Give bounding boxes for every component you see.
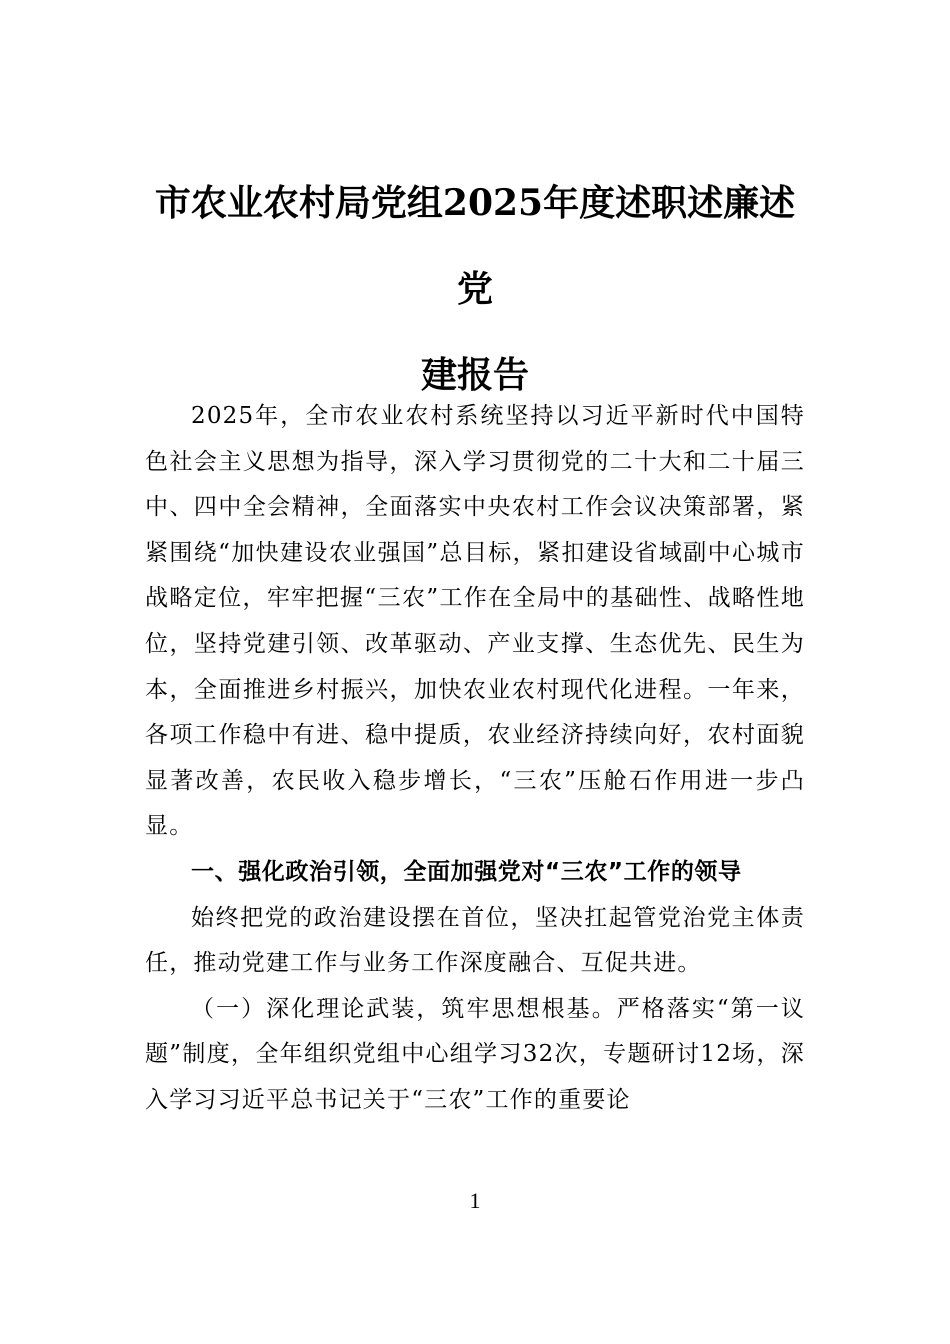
document-title: [140, 160, 810, 418]
page-number: 1: [469, 1188, 481, 1213]
title-line-2: 建报告: [420, 354, 529, 396]
intro-paragraph: 2025年，全市农业农村系统坚持以习近平新时代中国特色社会主义思想为指导，深入学习贯彻党的二十大和二十届三中、四中全会精神，全面落实中央农村工作会议决策部署，紧紧围绕“加快建设农业强国”总目标，紧扣建设省域副中心城市战略定位，牢牢把握“三农”工作在全局中的基础性、战略性地位，坚持党建引领、改革驱动、产业支撑、生态优先、民生为本，全面推进乡村振兴，加快农业农村现代化进程。一年来，各项工作稳中有进、稳中提质，农业经济持续向好，农村面貌显著改善，农民收入稳步增长，“三农”压舱石作用进一步凸显。: [145, 403, 805, 840]
document-body: [145, 394, 805, 1124]
subsection-1-title: （一）深化理论武装，筑牢思想根基。: [191, 995, 617, 1022]
subsection-1-text: 严格落实“第一议题”制度，全年组织党组中心组学习32次，专题研讨12场，深入学习习近平总书记关于“三农”工作的重要论: [145, 995, 805, 1113]
section-1-intro-paragraph: 始终把党的政治建设摆在首位，坚决扛起管党治党主体责任，推动党建工作与业务工作深度融合、互促共进。: [145, 904, 805, 977]
subsection-1-paragraph: [145, 987, 805, 1124]
section-heading-1: 一、强化政治引领，全面加强党对“三农”工作的领导: [191, 858, 742, 885]
title-line-1: 市农业农村局党组2025年度述职述廉述党: [154, 182, 796, 310]
